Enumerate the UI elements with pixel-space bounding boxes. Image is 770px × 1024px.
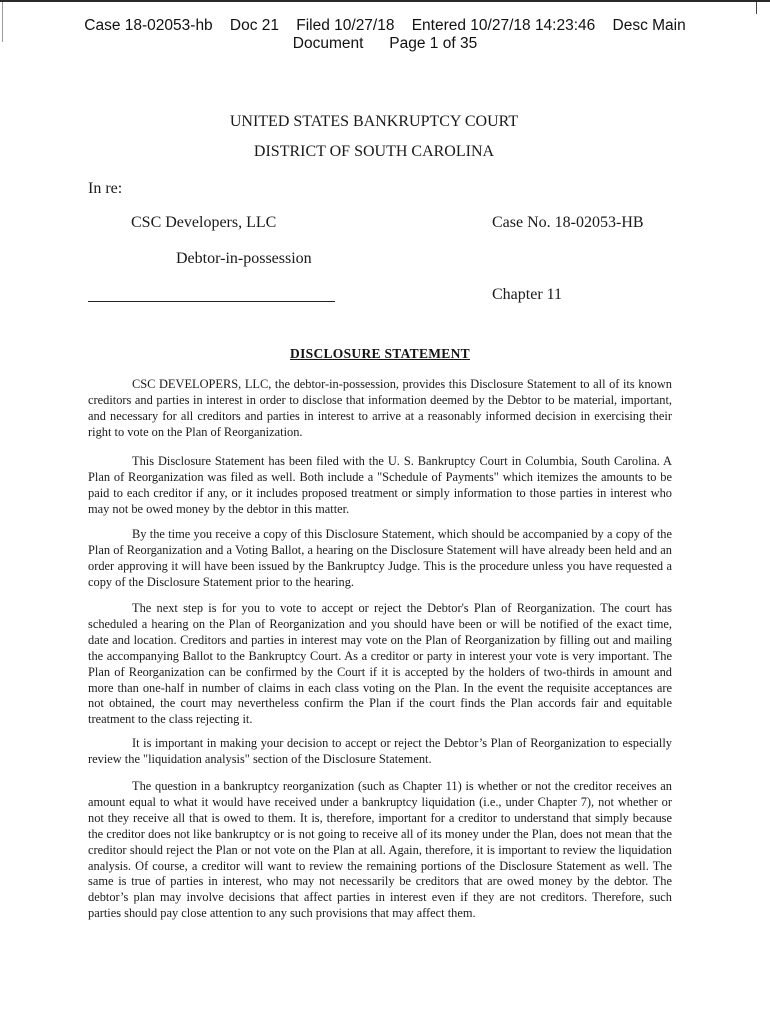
page-top-edge	[0, 0, 770, 2]
paragraph-text: It is important in making your decision to accept or reject the Debtor’s Plan of Reorganization to especially review the "liquidation analysis" section of the Disclosure Statement.	[88, 736, 672, 766]
paragraph	[88, 736, 672, 768]
paragraph	[88, 527, 672, 591]
court-district: DISTRICT OF SOUTH CAROLINA	[253, 143, 495, 160]
debtor-name: CSC Developers, LLC	[131, 214, 277, 231]
case-number: Case No. 18-02053-HB	[492, 214, 644, 231]
document-title: DISCLOSURE STATEMENT	[290, 346, 470, 361]
caption-rule	[88, 301, 335, 302]
paragraph-text: The next step is for you to vote to accept or reject the Debtor's Plan of Reorganization. The court has scheduled a hearing on the Plan of Reorganization and you should have been or will be notified of the exact time, date and location. Creditors and parties in interest may vote on the Plan of Reorganization by filling out and mailing the accompanying Ballot to the Bankruptcy Court. As a creditor or party in interest your vote is very important. The Plan of Reorganization can be confirmed by the Court if it is accepted by the holders of two-thirds in amount and more than one-half in number of claims in each class voting on the Plan. In the event the requisite acceptances are not obtained, the court may nevertheless confirm the Plan if the court finds the Plan accords fair and equitable treatment to the class rejecting it.	[88, 601, 672, 727]
scan-mark-right	[756, 2, 757, 14]
chapter-label: Chapter 11	[492, 286, 563, 303]
paragraph	[88, 454, 672, 518]
in-re-label: In re:	[88, 180, 123, 197]
paragraph-text: This Disclosure Statement has been filed with the U. S. Bankruptcy Court in Columbia, South Carolina. A Plan of Reorganization was filed as well. Both include a "Schedule of Payments" which itemizes the amounts to be paid to each creditor if any, or it includes proposed treatment or simply information to those parties in interest who may not be owed money by the debtor in this matter.	[88, 454, 672, 516]
paragraph-text: CSC DEVELOPERS, LLC, the debtor-in-possession, provides this Disclosure Statement to all of its known creditors and parties in interest in order to disclose that information deemed by the Debtor to be material, important, and necessary for all creditors and parties in interest to arrive at a reasonably informed decision in exercising their right to vote on the Plan of Reorganization.	[88, 377, 672, 439]
filing-header-line1: Case 18-02053-hb Doc 21 Filed 10/27/18 Entered 10/27/18 14:23:46 Desc Main	[84, 17, 686, 34]
paragraph	[88, 377, 672, 441]
paragraph	[88, 779, 672, 922]
filing-header-line2: Document Page 1 of 35	[292, 35, 478, 52]
debtor-role: Debtor-in-possession	[176, 250, 312, 267]
paragraph-text: The question in a bankruptcy reorganization (such as Chapter 11) is whether or not the creditor receives an amount equal to what it would have received under a bankruptcy liquidation (i.e., under Chapter 7), not whether or not they receive all that is owed to them. It is, therefore, important for a creditor to understand that simply because the creditor does not like bankruptcy or is not going to receive all of its money under the Plan, does not mean that the creditor should reject the Plan or not vote on the Plan at all. Again, therefore, it is important to review the liquidation analysis. Of course, a creditor will want to review the remaining portions of the Disclosure Statement as well. The same is true of parties in interest, who may not necessarily be creditors that are owed money by the debtor. The debtor’s plan may involve decisions that affect parties in interest even if they are not creditors. Therefore, such parties should pay close attention to any such provisions that may affect them.	[88, 779, 672, 921]
paragraph-text: By the time you receive a copy of this Disclosure Statement, which should be accompanied by a copy of the Plan of Reorganization and a Voting Ballot, a hearing on the Disclosure Statement will have already been held and an order approving it will have been issued by the Bankruptcy Judge. This is the procedure unless you have requested a copy of the Disclosure Statement prior to the hearing.	[88, 527, 672, 589]
court-name: UNITED STATES BANKRUPTCY COURT	[229, 113, 519, 130]
filing-header	[0, 17, 770, 53]
paragraph	[88, 601, 672, 728]
